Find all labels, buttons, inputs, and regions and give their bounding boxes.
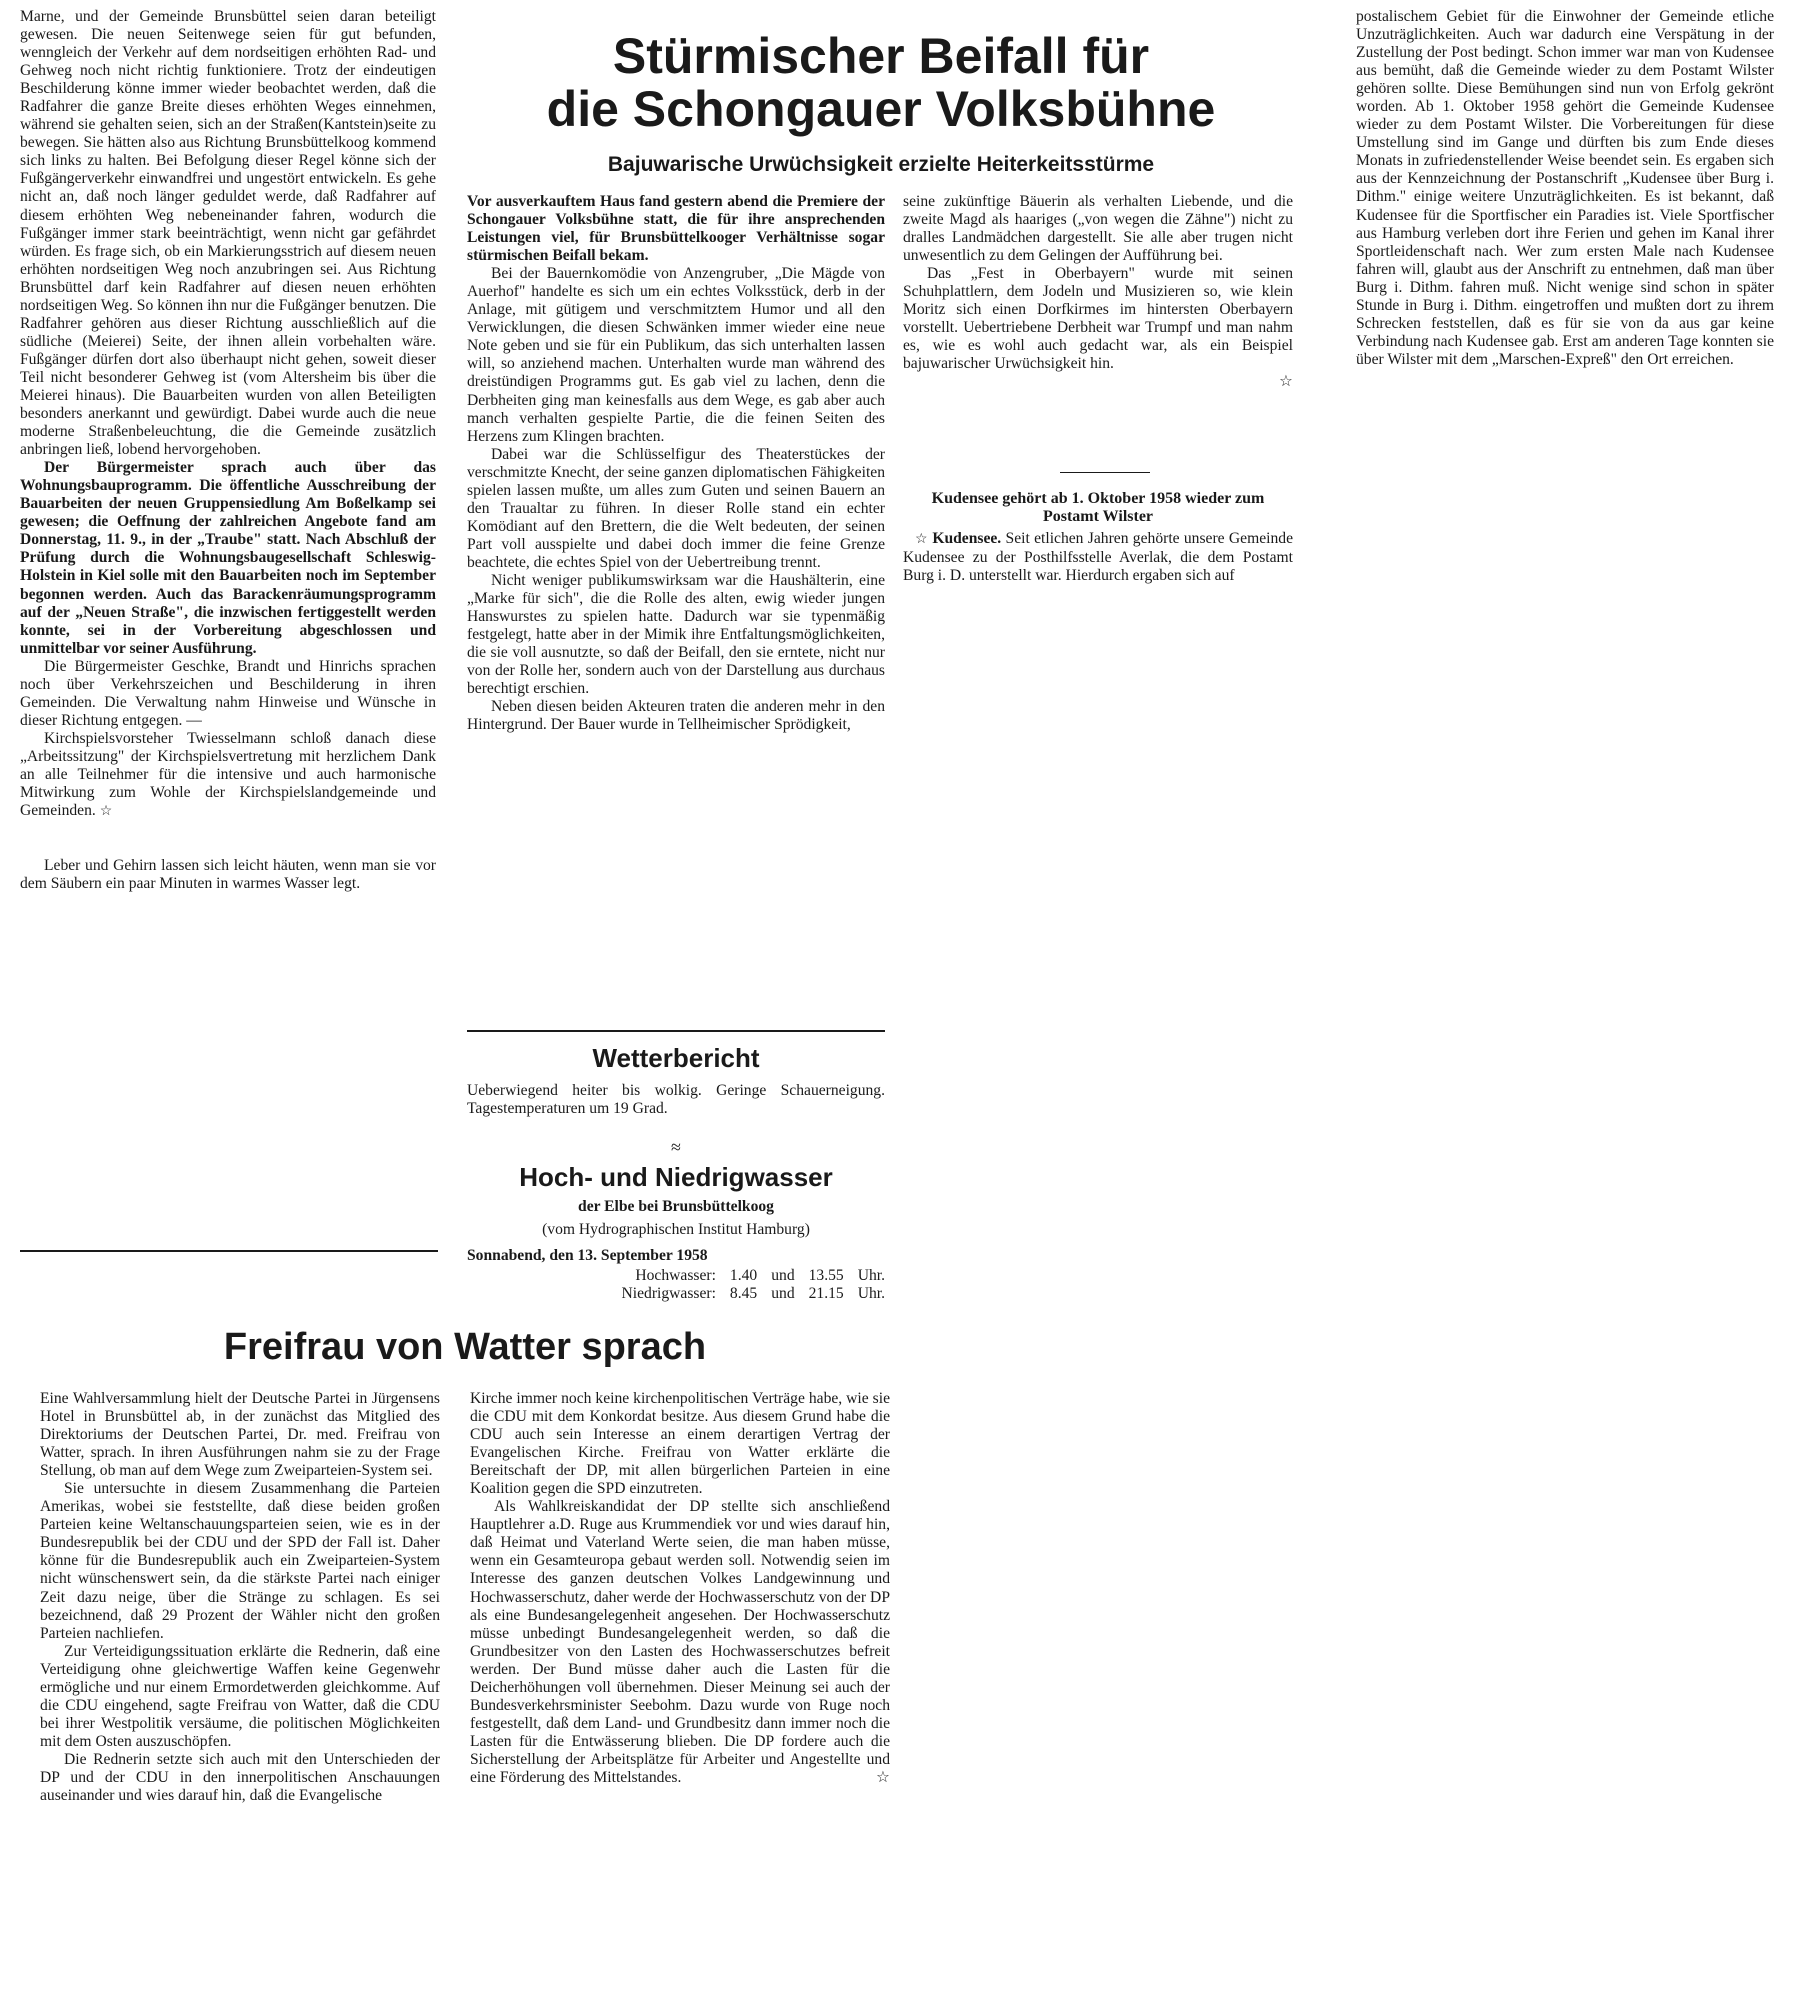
wetter-headline: Wetterbericht — [592, 1043, 760, 1073]
kudensee-headline: Kudensee gehört ab 1. Oktober 1958 wieder zum Postamt Wilster — [931, 490, 1265, 526]
col1-tip: Leber und Gehirn lassen sich leicht häuten, wenn man sie vor dem Säubern ein paar Minuten in warmes Wasser legt. — [20, 857, 436, 893]
col1-paragraph-4: Kirchspielsvorsteher Twiesselmann schloß danach diese „Arbeitssitzung" der Kirchspielsvertretung mit herzlichem Dank an alle Teilnehmer für die intensive und auch harmonische Mitwirkung zum Wohle der Kirchspielslandgemeinde und Gemeinden. ☆ — [20, 729, 436, 820]
kudensee-paragraph-1: ☆ Kudensee. Seit etlichen Jahren gehörte unsere Gemeinde Kudensee zu der Posthilfsstelle Averlak, die dem Postamt Burg i. D. unterstellt war. Hierdurch ergaben sich auf — [903, 530, 1293, 585]
watter-paragraph-1: Eine Wahlversammlung hielt der Deutsche Partei in Jürgensens Hotel in Brunsbüttel ab, in der zunächst das Mitglied des Direktoriums der Deutschen Partei, Dr. med. Freifrau von Watter, sprach. In ihren Ausführungen nahm sie zu der Frage Stellung, ob man auf dem Wege zum Zweiparteien-System sei. — [40, 1390, 440, 1480]
col1-article — [20, 8, 436, 893]
col1-paragraph-1: Marne, und der Gemeinde Brunsbüttel seien daran beteiligt gewesen. Die neuen Seitenwege seien für gut befunden, wenngleich der Verkehr auf dem nordseitigen erhöhten Rad- und Gehweg noch nicht richtig funktioniere. Trotz der eindeutigen Beschilderung könne immer wieder beobachtet werden, daß die Radfahrer die ganze Breite dieses erhöhten Weges einnehmen, während sie gehalten seien, sich an der Straßen(Kantstein)seite zu bewegen. Sie hätten also aus Richtung Brunsbüttelkoog kommend sich links zu halten. Bei Befolgung dieser Regel könne sich der Fußgängerverkehr einwandfrei und ungestört entwickeln. Es gehe nicht an, daß noch länger geduldet werde, daß Radfahrer auf diesem erhöhten Weg nebeneinander fahren, wodurch die Fußgänger immer stark beeinträchtigt, wenn nicht gar gefährdet würden. Es frage sich, ob ein Markierungsstrich auf diesem neuen erhöhten nordseitigen Weg noch anzubringen sei. Aus Richtung Brunsbüttel darf kein Radfahrer auf diesen neuen erhöhten nordseitigen Weg. So können ihn nur die Fußgänger benutzen. Die Radfahrer gehören aus dieser Richtung ausschließlich auf die südliche (Meierei) Seite, der ihnen allein vorbehalten wäre. Fußgänger dürfen dort also überhaupt nicht gehen, soweit dieser Teil nicht besonderer Gehweg ist (vom Altersheim bis über die Meierei hinaus). Die Bauarbeiten wurden von allen Beteiligten besonders anerkannt und gewürdigt. Dabei wurde auch die neue moderne Straßenbeleuchtung, die die Gemeinde zusätzlich anbringen ließ, lobend hervorgehoben. — [20, 8, 436, 459]
volksbuehne-col-left — [467, 193, 885, 734]
watter-paragraph-2: Sie untersuchte in diesem Zusammenhang die Parteien Amerikas, wobei sie feststellte, daß diese beiden großen Parteien keine Weltanschauungsparteien seien, wie es in der Bundesrepublik bei der CDU und der SPD der Fall ist. Daher könne für die Bundesrepublik auch ein Zweiparteien-System nicht wünschenswert sein, da die stärkste Partei nach einiger Zeit dazu neige, über die Stränge zu schlagen. Es sei bezeichnend, daß 29 Prozent der Wähler nicht den großen Parteien nachliefen. — [40, 1480, 440, 1642]
volksbuehne-lead: Vor ausverkauftem Haus fand gestern abend die Premiere der Schongauer Volksbühne statt, die für ihre ansprechenden Leistungen viel, für Brunsbüttelkooger Verhältnisse sogar stürmischen Beifall bekam. — [467, 193, 885, 265]
watter-paragraph-4: Die Rednerin setzte sich auch mit den Unterschieden der DP und der CDU in den innerpolitischen Anschauungen auseinander und wies darauf hin, daß die Evangelische — [40, 1750, 440, 1805]
tide-table — [467, 1267, 885, 1303]
watter-headline: Freifrau von Watter sprach — [223, 1326, 707, 1368]
end-star-icon: ☆ — [1279, 373, 1293, 391]
kudensee-paragraph-2: postalischem Gebiet für die Einwohner der Gemeinde etliche Unzuträglichkeiten. Auch war dadurch eine Verspätung in der Zustellung der Post bedingt. Schon immer war man von Kudensee aus bemüht, daß die Gemeinde wieder zu dem Postamt Wilster gehören sollte. Diese Bemühungen sind nun von Erfolg gekrönt worden. Ab 1. Oktober 1958 gehört die Gemeinde Kudensee wieder zu dem Postamt Wilster. Die Vorbereitungen für diese Umstellung sind im Gange und dürften bis zum Ende dieses Monats in zufriedenstellender Weise beendet sein. Es ergaben sich aus der Kennzeichnung der Postanschrift „Kudensee über Burg i. Dithm." einige weitere Unzuträglichkeiten. Es ist bekannt, daß Kudensee für die Sportfischer ein Paradies ist. Viele Sportfischer aus Hamburg verleben dort ihre Ferien und gehen im Kanal ihrer Sportleidenschaft nach. Wer zum ersten Male nach Kudensee fahren will, glaubt aus der Anschrift zu entnehmen, daß man über Burg i. Dithm. fahren muß. Nicht wenige sind schon in später Stunde in Burg i. Dithm. eingetroffen und mußten dort zu ihrem Schrecken feststellen, daß es für sie von da aus gar keine Verbindung nach Kudensee gab. Erst am anderen Tage konnten sie über Wilster mit dem „Marschen-Expreß" den Ort erreichen. — [1356, 8, 1774, 368]
watter-paragraph-6: Als Wahlkreiskandidat der DP stellte sich anschließend Hauptlehrer a.D. Ruge aus Krummendiek vor und wies darauf hin, daß Heimat und Vaterland Werte seien, die man haben müsse, wenn ein Gesamteuropa gebaut werden soll. Notwendig seien im Interesse des ganzen deutschen Volkes Landgewinnung und Hochwasserschutz, daher werde der Hochwasserschutz von der DP als eine Bundesangelegenheit angesehen. Der Hochwasserschutz müsse unbedingt Bundesangelegenheit werden, so daß die Grundbesitzer von den Lasten des Hochwasserschutzes befreit werden. Der Bund müsse daher auch die Lasten für die Deicherhöhungen voll übernehmen. Dieser Meinung sei auch der Bundesverkehrsminister Seebohm. Dazu wurde von Ruge noch festgestellt, daß dem Land- und Grundbesitz dann immer noch die Lasten für die Entwässerung blieben. Die DP fordere auch die Sicherstellung der Arbeitsplätze für Arbeiter und Angestellte und eine Förderung des Mittelstandes. — [470, 1498, 890, 1786]
kudensee-col-right — [1356, 8, 1774, 369]
volksbuehne-paragraph-2: Dabei war die Schlüsselfigur des Theaterstückes der verschmitzte Knecht, der seine ganzen diplomatischen Fähigkeiten spielen lassen mußte, um alles zum Guten und seinen Bauern an den Traualtar zu führen. In dieser Rolle stand ein echter Komödiant auf den Brettern, die die Welt bedeuten, der seinen Part voll ausspielte und dabei doch immer die feine Grenze beachtete, die echtes Spiel von der Uebertreibung trennt. — [467, 445, 885, 571]
col1-paragraph-2: Der Bürgermeister sprach auch über das Wohnungsbauprogramm. Die öffentliche Ausschreibung der Bauarbeiten der neuen Gruppensiedlung Am Boßelkamp sei gewesen; die Oeffnung der zahlreichen Angebote fand am Donnerstag, 11. 9., in der „Traube" statt. Nach Abschluß der Prüfung durch die Wohnungsbaugesellschaft Schleswig-Holstein in Kiel solle mit den Bauarbeiten noch im September begonnen werden. Auch das Barackenräumungsprogramm auf der „Neuen Straße", die inzwischen fertiggestellt werden konnte, sei in der Vorbereitung abgeschlossen und unmittelbar vor seiner Ausführung. — [20, 459, 436, 657]
divider-rule — [20, 1250, 438, 1252]
tide-date: Sonnabend, den 13. September 1958 — [467, 1247, 708, 1264]
watter-col-left — [40, 1390, 440, 1805]
tide-row-low: Niedrigwasser: 8.45 und 21.15 Uhr. — [621, 1285, 885, 1303]
volksbuehne-paragraph-6: Das „Fest in Oberbayern" wurde mit seinen Schuhplattlern, dem Jodeln und Musizieren so, wie klein Moritz sich einen Dorfkirmes im hintersten Oberbayern vorstellt. Uebertriebene Derbheit war Trumpf und man nahm es, wie es wohl auch gedacht war, als ein Beispiel bajuwarischer Urwüchsigkeit hin. — [903, 265, 1293, 373]
col1-paragraph-3: Die Bürgermeister Geschke, Brandt und Hinrichs sprachen noch über Verkehrszeichen und Beschilderung in ihren Gemeinden. Die Verwaltung nahm Hinweise und Wünsche in dieser Richtung entgegen. — — [20, 657, 436, 729]
divider-rule — [467, 1030, 885, 1032]
kudensee-col-left — [903, 530, 1293, 585]
wetter-text: Ueberwiegend heiter bis wolkig. Geringe Schauerneigung. Tagestemperaturen um 19 Grad. — [467, 1082, 885, 1118]
star-icon: ☆ — [915, 532, 928, 547]
divider-rule — [1060, 472, 1150, 473]
volksbuehne-paragraph-1: Bei der Bauernkomödie von Anzengruber, „Die Mägde von Auerhof" handelte es sich um ein echtes Volksstück, derb in der Anlage, mit gütigem und verschmitztem Humor und all den Verwicklungen, die diesen Schwänken immer wieder eine neue Note geben und sie für ein Publikum, das sich unterhalten lassen will, so anziehend machen. Unterhalten wurde man während des dreistündigen Programms gut. Es gab viel zu lachen, denn die Derbheiten ging man keinesfalls aus dem Wege, es gab aber auch manch verhalten gespielte Partie, die die feinen Seiten des Herzens zum Klingen brachten. — [467, 265, 885, 445]
tide-subtitle: der Elbe bei Brunsbüttelkoog — [578, 1198, 774, 1215]
tide-row-high: Hochwasser: 1.40 und 13.55 Uhr. — [635, 1267, 885, 1284]
volksbuehne-subhead: Bajuwarische Urwüchsigkeit erzielte Heiterkeitsstürme — [607, 153, 1155, 176]
watter-paragraph-3: Zur Verteidigungssituation erklärte die Rednerin, daß eine Verteidigung ohne gleichwertige Waffen keine Gegenwehr ermögliche und nur einem Ermordetwerden gleichkomme. Auf die CDU eingehend, sagte Freifrau von Watter, daß die CDU bei ihrer Westpolitik versäume, die politischen Möglichkeiten mit dem Osten auszuschöpfen. — [40, 1642, 440, 1750]
tide-headline: Hoch- und Niedrigwasser — [519, 1162, 833, 1192]
watter-col-right — [470, 1390, 890, 1787]
volksbuehne-headline: Stürmischer Beifall für die Schongauer Volksbühne — [546, 28, 1216, 137]
end-star-icon: ☆ — [876, 1769, 890, 1787]
volksbuehne-paragraph-4: Neben diesen beiden Akteuren traten die anderen mehr in den Hintergrund. Der Bauer wurde in Tellheimischer Sprödigkeit, — [467, 698, 885, 734]
tide-source: (vom Hydrographischen Institut Hamburg) — [542, 1221, 810, 1238]
volksbuehne-col-right — [903, 193, 1293, 392]
end-star-icon: ☆ — [99, 804, 113, 820]
watter-paragraph-5: Kirche immer noch keine kirchenpolitischen Verträge habe, wie sie die CDU mit dem Konkordat besitze. Aus diesem Grund habe die CDU auch sein Interesse an einem derartigen Vertrag der Evangelischen Kirche. Freifrau von Watter erklärte die Bereitschaft der DP, mit allen bürgerlichen Parteien in eine Koalition gegen die SPD einzutreten. — [470, 1390, 890, 1498]
wave-divider-icon: ≈ — [671, 1137, 681, 1157]
volksbuehne-paragraph-3: Nicht weniger publikumswirksam war die Haushälterin, eine „Marke für sich", die die Rolle des alten, ewig wieder jungen Hanswurstes zu spielen hatte. Dadurch war sie typenmäßig festgelegt, hatte aber in der Mimik ihre Entfaltungsmöglichkeiten, die sie voll ausnutzte, so daß der Beifall, den sie erntete, nicht nur von der Rolle her, sondern auch von der Darstellung aus durchaus berechtigt erschien. — [467, 571, 885, 698]
volksbuehne-paragraph-5: seine zukünftige Bäuerin als verhalten Liebende, und die zweite Magd als haariges („von wegen die Zähne") nicht zu dralles Landmädchen dargestellt. Sie alle aber trugen nicht unwesentlich zu dem Gelingen der Aufführung bei. — [903, 193, 1293, 265]
